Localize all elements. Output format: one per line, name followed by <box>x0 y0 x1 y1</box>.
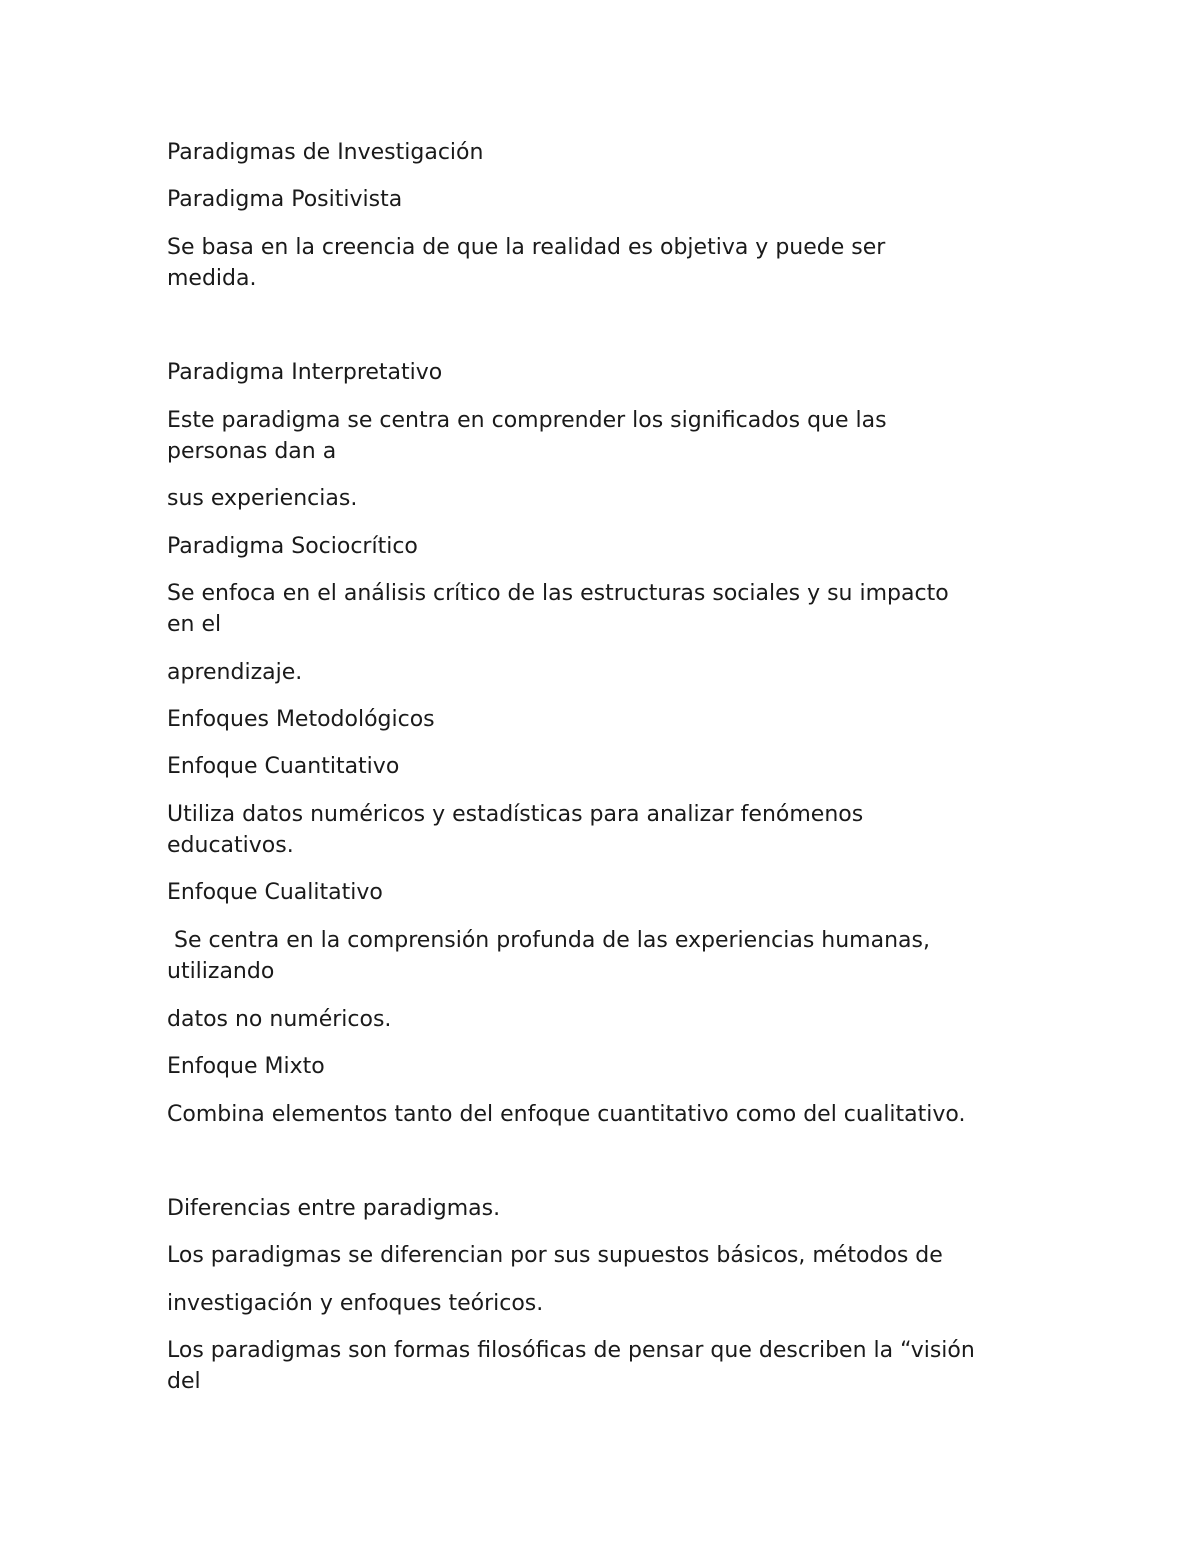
section-heading-enfoques: Enfoques Metodológicos <box>167 707 435 732</box>
paragraph-sociocritico: Se enfoca en el análisis crítico de las estructuras sociales y su impacto en el <box>167 581 949 637</box>
section-heading-positivista: Paradigma Positivista <box>167 187 403 212</box>
section-heading-cualitativo: Enfoque Cualitativo <box>167 880 383 905</box>
paragraph-positivista: Se basa en la creencia de que la realidad es objetiva y puede ser medida. <box>167 235 886 291</box>
section-heading-diferencias: Diferencias entre paradigmas. <box>167 1196 501 1221</box>
section-heading-cuantitativo: Enfoque Cuantitativo <box>167 754 400 779</box>
paragraph-diferencias: Los paradigmas se diferencian por sus supuestos básicos, métodos de <box>167 1243 943 1268</box>
section-heading-mixto: Enfoque Mixto <box>167 1054 325 1079</box>
paragraph-interpretativo-cont: sus experiencias. <box>167 486 358 511</box>
section-heading-interpretativo: Paradigma Interpretativo <box>167 360 443 385</box>
paragraph-paradigmas-definicion: Los paradigmas son formas filosóficas de pensar que describen la “visión del <box>167 1338 975 1394</box>
paragraph-cualitativo-cont: datos no numéricos. <box>167 1007 392 1032</box>
paragraph-diferencias-cont: investigación y enfoques teóricos. <box>167 1291 544 1316</box>
paragraph-sociocritico-cont: aprendizaje. <box>167 660 303 685</box>
document-title: Paradigmas de Investigación <box>167 140 484 165</box>
section-heading-sociocritico: Paradigma Sociocrítico <box>167 534 418 559</box>
paragraph-cuantitativo: Utiliza datos numéricos y estadísticas para analizar fenómenos educativos. <box>167 802 864 858</box>
paragraph-interpretativo: Este paradigma se centra en comprender los significados que las personas dan a <box>167 408 887 464</box>
paragraph-mixto: Combina elementos tanto del enfoque cuantitativo como del cualitativo. <box>167 1102 966 1127</box>
paragraph-cualitativo: Se centra en la comprensión profunda de las experiencias humanas, utilizando <box>167 928 930 984</box>
